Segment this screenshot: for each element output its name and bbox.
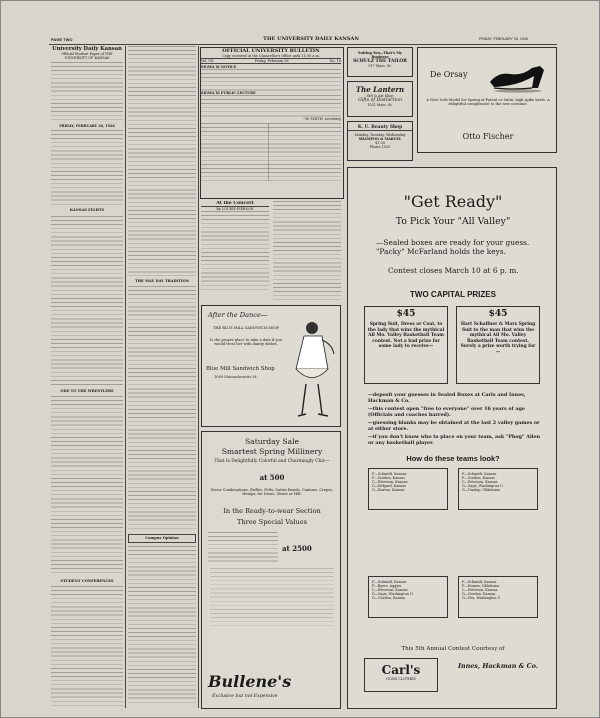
column-text (128, 286, 196, 531)
prize1-amount: $45 (396, 309, 416, 319)
concert-byline: By LOUISE PIERSON (216, 207, 254, 211)
concert-text (201, 211, 269, 291)
carls-name: Carl's (381, 663, 421, 677)
sandwich-line1: THE BLUE MILL SANDWICH SHOP (212, 326, 280, 330)
sandwich-title: After the Dance— (208, 311, 268, 319)
contest-h2: To Pick Your "All Valley" (395, 216, 511, 227)
beauty-price: $1.00 (375, 141, 385, 146)
bulletin-no: No. 18 (329, 59, 341, 64)
prizes-head: TWO CAPITAL PRIZES (410, 290, 496, 299)
editorial-nameplate: University Daily Kansan (52, 46, 122, 52)
beauty-service: SHAMPOO & MARCEL (358, 137, 402, 142)
team-box-4 (458, 576, 538, 618)
team2-line: C—Peterson, Kansas (462, 480, 498, 485)
column-text (273, 201, 341, 301)
rule-deposit: —deposit your guesses in Sealed Boxes at Carls and Innes, Hackman & Co. (368, 392, 526, 404)
team1-line: C—Peterson, Kansas (372, 480, 408, 485)
millinery-price2: at 2500 (282, 544, 312, 553)
prize-box-lady (364, 306, 448, 384)
sandwich-line2: Is the proper place to take a date if you would treat her with dainty dishes. (209, 338, 283, 347)
millinery-price1: at 500 (259, 473, 285, 482)
beauty-hours: Monday, Tuesday, Wednesday (354, 133, 406, 137)
schulz-address: 917 Mass. St. (368, 64, 392, 69)
carls-logo (364, 658, 438, 692)
beauty-name: K. U. Beauty Shop (348, 125, 412, 131)
millinery-text (208, 532, 278, 562)
beauty-shop-ad (347, 121, 413, 161)
lantern-sub: Gifts of Distinction (358, 98, 402, 104)
bullenes-tagline: Exclusive but not Expensive (212, 694, 278, 699)
sandwich-name: Blue Mill Sandwich Shop (206, 366, 275, 372)
team4-line: G—Gordon, Kansas (462, 592, 496, 597)
millinery-h2: Smartest Spring Millinery (221, 447, 323, 456)
bulletin-item-head: SIGMA XI PUBLIC LECTURE (201, 91, 256, 96)
millinery-h1: Saturday Sale (244, 437, 300, 446)
schulz-line2: Business (371, 55, 389, 60)
schulz-tailor-ad (347, 47, 413, 77)
millinery-list: Straw Combinations, Failles, Felts, Satins Braids, Cantons, Crepes, Hemps; for Dress, Street or Hill. (210, 488, 334, 497)
bulletin-title: OFFICIAL UNIVERSITY BULLETIN (222, 48, 320, 54)
team1-line: F—Schmidt, Kansas (372, 472, 407, 476)
millinery-ad (201, 431, 341, 709)
innes-hackman-logo: Innes, Hackman & Co. (457, 662, 539, 670)
prize1-text: Spring Suit, Dress or Coat, to the lady that wins the mythical All Mo. Valley Basketball Team contest. Not a bad prize for some lady to receive— (367, 322, 445, 350)
team3-line: F—Byers, Aggies (372, 584, 402, 589)
team1-line: F—Gordon, Kansas (372, 476, 405, 481)
sandwich-shop-ad (201, 305, 341, 427)
editorial-sub: Official Student Paper of THE UNIVERSITY OF KANSAS (61, 52, 113, 61)
bulletin-vol: Vol. VII (201, 59, 214, 64)
carls-sub: GOOD CLOTHES (386, 677, 416, 681)
otto-fischer-name: Otto Fischer (462, 132, 514, 141)
prize-box-man (456, 306, 540, 384)
bulletin-item-head: SIGMA XI NOTICE (201, 65, 237, 70)
editorial-head-conferences: STUDENT CONFERENCES (60, 578, 114, 583)
contest-p1: —Sealed boxes are ready for your guess. "Packy" McFarland holds the keys. (376, 238, 530, 256)
column-rule (125, 46, 126, 708)
contest-h1: "Get Ready" (403, 192, 503, 211)
bulletin-signer: --W. SMITH, secretary (303, 117, 341, 122)
bulletin-sub: Copy received at the Chancellor's Office until 11:00 a.m. (222, 54, 320, 58)
editorial-text (51, 216, 123, 386)
bullenes-logo: Bullene's (208, 672, 292, 691)
millinery-text (210, 568, 334, 628)
team3-line: G—Sage, Washington U. (372, 592, 414, 597)
lantern-name: The Lantern (355, 85, 405, 94)
de-orsay-desc: A New York Model for Spring of Patent or Satin, high spike heels. A delightful complement to the new costume. (426, 98, 550, 107)
schulz-line1: Suiting You—That's My (358, 51, 402, 55)
team4-line: G—Fox, Washington U. (462, 596, 502, 601)
teams-head: How do these teams look? (406, 454, 500, 463)
bulletin-day: Friday, February 26 (254, 59, 289, 64)
column-two (128, 46, 196, 708)
sandwich-address: 1009 Massachusetts St. (214, 375, 258, 379)
team2-line: G—Dunlap, Oklahoma (462, 488, 501, 493)
millinery-h4: In the Ready-to-wear Section (223, 507, 321, 515)
de-orsay-brand: De Orsay (430, 70, 468, 79)
beauty-phone: Phone 1025 (369, 145, 391, 150)
team1-line: G—Burton, Kansas (372, 488, 405, 493)
prize2-amount: $45 (488, 309, 508, 319)
dancers-illustration (288, 314, 338, 424)
team4-line: C—Peterson, Kansas (462, 588, 498, 593)
team4-line: F—Homes, Oklahoma (462, 584, 500, 589)
column-text (128, 46, 196, 276)
running-title: THE UNIVERSITY DAILY KANSAN (263, 36, 359, 42)
contest-p2: Contest closes March 10 at 6 p. m. (388, 266, 519, 275)
team-box-2 (458, 468, 538, 510)
de-orsay-ad (417, 47, 557, 153)
team4-line: F—Schmidt, Kansas (462, 580, 497, 584)
team-box-1 (368, 468, 448, 510)
editorial-text (51, 130, 123, 205)
team3-line: G—Gordon, Kansas (372, 596, 406, 601)
lantern-gift-ad (347, 81, 413, 117)
team-box-3 (368, 576, 448, 618)
staff-box (51, 62, 123, 122)
masthead-rule (49, 44, 557, 45)
concert-head: At the Concert (201, 201, 269, 207)
all-valley-contest-ad (347, 167, 557, 709)
editorial-column (51, 46, 123, 708)
team2-line: G—Sage, Washington U. (462, 484, 504, 489)
issue-date: FRIDAY, FEBRUARY 26, 1926 (479, 37, 528, 41)
millinery-h5: Three Special Values (236, 518, 307, 526)
page-label: PAGE TWO (51, 37, 73, 42)
team1-line: G—Belgard, Kansas (372, 484, 407, 489)
rule-blanks: —guessing blanks may be obtained at the last 2 valley games or at either store. (368, 420, 540, 432)
column-rule (198, 46, 199, 708)
rule-open: —this contest open "free to everyone" over 16 years of age (Officials and coaches barred). (368, 406, 525, 418)
rule-ask: —if you don't know who to place on your team, ask "Phog" Allen or any basketball player. (368, 434, 541, 446)
team3-line: C—Peterson, Kansas (372, 588, 408, 593)
millinery-h3: That Is Delightfully Colorful and Charmingly Chic— (214, 459, 330, 464)
contest-footer: This 5th Annual Contest Courtesy of (401, 646, 505, 652)
may-day-head: THE MAY DAY TRADITION (134, 279, 190, 283)
team3-line: F—Schmidt, Kansas (372, 580, 407, 584)
lantern-line: Gift & Art Shop (366, 94, 394, 98)
column-text (128, 546, 196, 706)
bulletin-frame (200, 47, 344, 199)
editorial-head-kansas-fights: KANSAS FIGHTS (69, 208, 105, 213)
shoe-illustration (488, 60, 550, 94)
editorial-date-line: FRIDAY, FEBRUARY 26, 1926 (59, 124, 115, 129)
schulz-name: SCHULZ THE TAILOR (353, 59, 407, 65)
team2-line: F—Gordon, Kansas (462, 476, 495, 481)
concert-review (201, 201, 269, 301)
team2-line: F—Schmidt, Kansas (462, 472, 497, 476)
lantern-address: 1021 Mass. St. (367, 103, 393, 108)
editorial-head-ode: ODE TO THE WRESTLERS (60, 388, 114, 393)
prize2-text: Hart Schaffner & Marx Spring Suit to the man that wins the mythical All Mo. Valley Basketball Team contest. Surely a prize worth trying for— (460, 322, 536, 355)
campus-opinion-head: Campus Opinion (128, 534, 196, 542)
editorial-text (51, 396, 123, 576)
editorial-text (51, 586, 123, 708)
